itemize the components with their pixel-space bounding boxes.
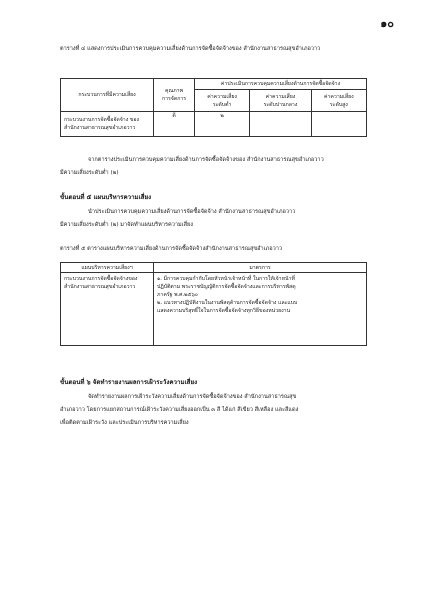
step5-heading: ขั้นตอนที่ ๕ แผนบริหารความเสี่ยง — [60, 194, 152, 201]
table5-caption: ตารางที่ ๕ ตารางแผนบริหารความเสี่ยงด้านการจัดซื้อจัดจ้างสำนักงานสาธารณสุขอำเภอวาว — [60, 246, 283, 252]
measure-line5: แสดงความบริสุทธิ์ใจในการจัดซื้อจัดจ้างทุกวิธีของหน่วยงาน — [157, 308, 291, 314]
header-measure: มาตรการ — [154, 263, 367, 273]
plan-cell — [61, 273, 154, 346]
para3-line3: เพื่อติดตามเฝ้าระวัง และประเมินการบริหารความเสี่ยง — [60, 420, 189, 426]
header-high-risk — [311, 90, 366, 112]
measure-line1: ๑. มีการควบคุมกำกับโดยหัวหน้าเจ้าหน้าที่ ในการให้เจ้าหน้าที่ — [157, 276, 295, 282]
measure-line3: ภาครัฐ พ.ศ.๒๕๖๐ — [157, 292, 198, 298]
plan-line1: กระบวนงานการจัดซื้อจัดจ้างของ — [64, 276, 138, 282]
risk-evaluation-table — [60, 78, 367, 137]
risk-management-plan-table — [60, 262, 367, 346]
para1-line2: มีความเสี่ยงระดับต่ำ (๒) — [60, 170, 119, 176]
row-process-line1: กระบวนงานการจัดซื้อจัดจ้าง ของ — [64, 117, 140, 123]
para3-line2: อำเภอวาว โดยการแยกสถานการณ์เฝ้าระวังความเสี่ยงออกเป็น ๓ สี ได้แก่ สีเขียว สีเหลือง และสีแดง — [60, 407, 299, 413]
measure-cell — [154, 273, 367, 346]
measure-line2: ปฏิบัติตาม พระราชบัญญัติการจัดซื้อจัดจ้างและการบริหารพัสดุ — [157, 284, 296, 290]
plan-line2: สำนักงานสาธารณสุขอำเภอวาว — [64, 284, 136, 290]
header-control — [154, 79, 195, 112]
header-control-line2: การจัดการ — [161, 96, 187, 102]
row-low-risk-value: ๒ — [195, 112, 250, 137]
step6-heading: ขั้นตอนที่ ๖ จัดทำรายงานผลการเฝ้าระวังความเสี่ยง — [60, 379, 198, 386]
row-medium-risk-value — [250, 112, 311, 137]
header-plan: แผนบริหารความเสี่ยงฯ — [61, 263, 154, 273]
measure-line4: ๒. แนวทางปฏิบัติงานในงานพัสดุด้านการจัดซื้อจัดจ้าง และแบบ — [157, 300, 298, 306]
header-mid-line1: ค่าความเสี่ยง — [265, 93, 296, 100]
para2-line1: นำประเมินการควบคุมความเสี่ยงด้านการจัดซื้อจัดจ้าง สำนักงานสาธารณสุขอำเภอวาว — [88, 209, 296, 215]
row-high-risk-value — [311, 112, 366, 137]
row-process-line2: สำนักงานสาธารณสุขอำเภอวาว — [64, 125, 136, 131]
header-high-line1: ค่าความเสี่ยง — [324, 93, 354, 100]
header-evaluation: ค่าประเมินการควบคุมความเสี่ยงด้านการจัดซื้อจัดจ้าง — [195, 79, 367, 90]
header-mid-line2: ระดับปานกลาง — [263, 101, 298, 108]
header-low-line2: ระดับต่ำ — [212, 101, 232, 108]
row-control-quality: ดี — [154, 112, 195, 137]
row-process — [61, 112, 154, 137]
header-control-line1: คุณภาพ — [164, 88, 184, 94]
header-process: กระบวนการที่มีความเสี่ยง — [61, 79, 154, 112]
page-number: ๑๐ — [380, 17, 394, 30]
para3-line1: จัดทำรายงานผลการเฝ้าระวังความเสี่ยงด้านการจัดซื้อจัดจ้างของ สำนักงานสาธารณสุข — [88, 394, 297, 400]
header-high-line2: ระดับสูง — [329, 101, 348, 108]
para2-line2: มีความเสี่ยงระดับต่ำ (๒) มาจัดทำแผนบริหารความเสี่ยง — [60, 222, 194, 228]
header-medium-risk — [250, 90, 311, 112]
header-low-line1: ค่าความเสี่ยง — [207, 93, 237, 100]
table4-caption: ตารางที่ ๔ แสดงการประเมินการควบคุมความเสี่ยงด้านการจัดซื้อจัดจ้างของ สำนักงานสาธารณสุขอำเภอวาว — [60, 46, 321, 52]
para1-line1: จากตารางประเมินการควบคุมความเสี่ยงด้านการจัดซื้อจัดจ้างของ สำนักงานสาธารณสุขอำเภอวาว — [88, 157, 324, 163]
header-low-risk — [195, 90, 250, 112]
